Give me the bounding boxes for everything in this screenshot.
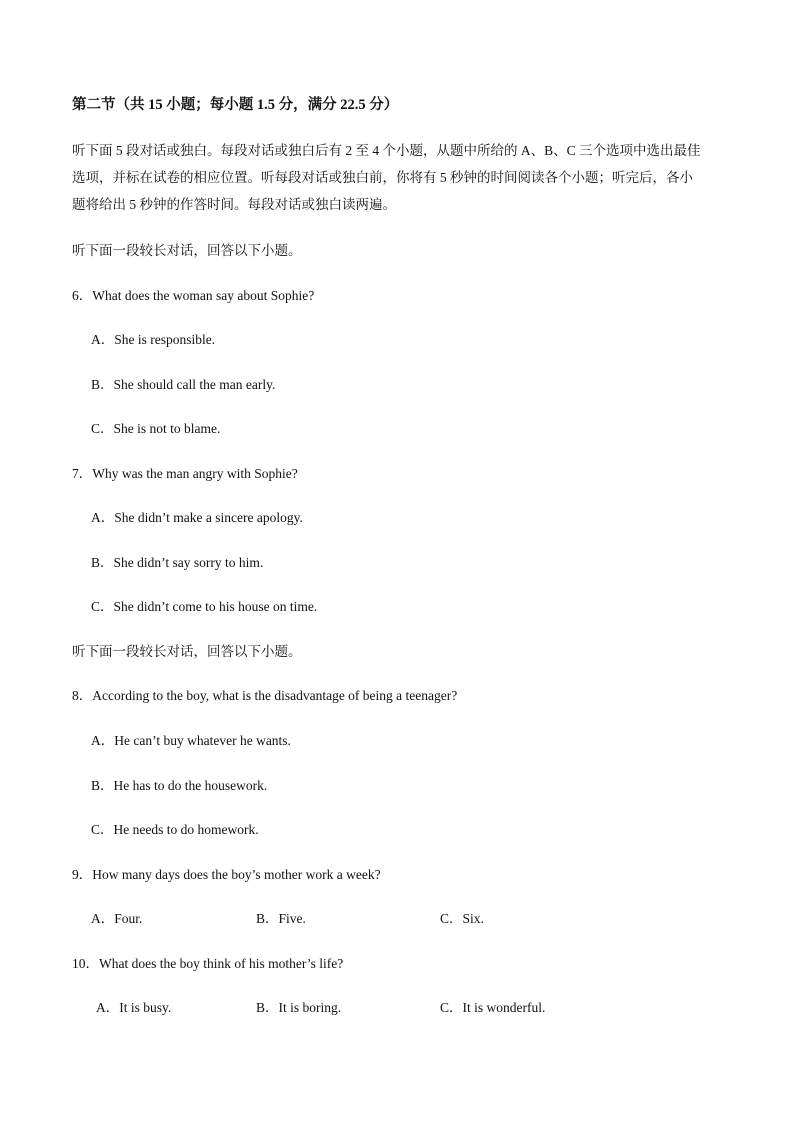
group-intro: 听下面一段较长对话，回答以下小题。: [72, 644, 302, 659]
option-b[interactable]: B．Five.: [256, 911, 306, 926]
option-c[interactable]: C．She is not to blame.: [91, 421, 221, 436]
question-stem: 8．According to the boy, what is the disadvantage of being a teenager?: [72, 688, 458, 703]
option-c[interactable]: C．He needs to do homework.: [91, 822, 259, 837]
question-stem: 10．What does the boy think of his mother’s life?: [72, 956, 344, 971]
option-a[interactable]: A．She is responsible.: [91, 332, 216, 347]
group-intro: 听下面一段较长对话，回答以下小题。: [72, 243, 302, 258]
question-stem: 6．What does the woman say about Sophie?: [72, 288, 315, 303]
section-heading: 第二节（共 15 小题；每小题 1.5 分，满分 22.5 分）: [72, 97, 399, 113]
option-b[interactable]: B．It is boring.: [256, 1000, 342, 1015]
question-stem: 9．How many days does the boy’s mother work a week?: [72, 867, 381, 882]
question-stem: 7．Why was the man angry with Sophie?: [72, 466, 298, 481]
option-b[interactable]: B．He has to do the housework.: [91, 778, 268, 793]
instructions-line-3: 题将给出 5 秒钟的作答时间。每段对话或独白读两遍。: [72, 197, 396, 212]
option-c[interactable]: C．It is wonderful.: [440, 1000, 546, 1015]
option-a[interactable]: A．She didn’t make a sincere apology.: [91, 510, 303, 525]
instructions-line-2: 选项，并标在试卷的相应位置。听每段对话或独白前，你将有 5 秒钟的时间阅读各个小题；听完后，各小: [72, 170, 693, 185]
option-a[interactable]: A．Four.: [91, 911, 143, 926]
option-c[interactable]: C．Six.: [440, 911, 484, 926]
option-a[interactable]: A．He can’t buy whatever he wants.: [91, 733, 291, 748]
option-c[interactable]: C．She didn’t come to his house on time.: [91, 599, 318, 614]
option-a[interactable]: A．It is busy.: [96, 1000, 172, 1015]
option-b[interactable]: B．She didn’t say sorry to him.: [91, 555, 264, 570]
instructions-line-1: 听下面 5 段对话或独白。每段对话或独白后有 2 至 4 个小题，从题中所给的 A、B、C 三个选项中选出最佳: [72, 143, 701, 158]
option-b[interactable]: B．She should call the man early.: [91, 377, 276, 392]
